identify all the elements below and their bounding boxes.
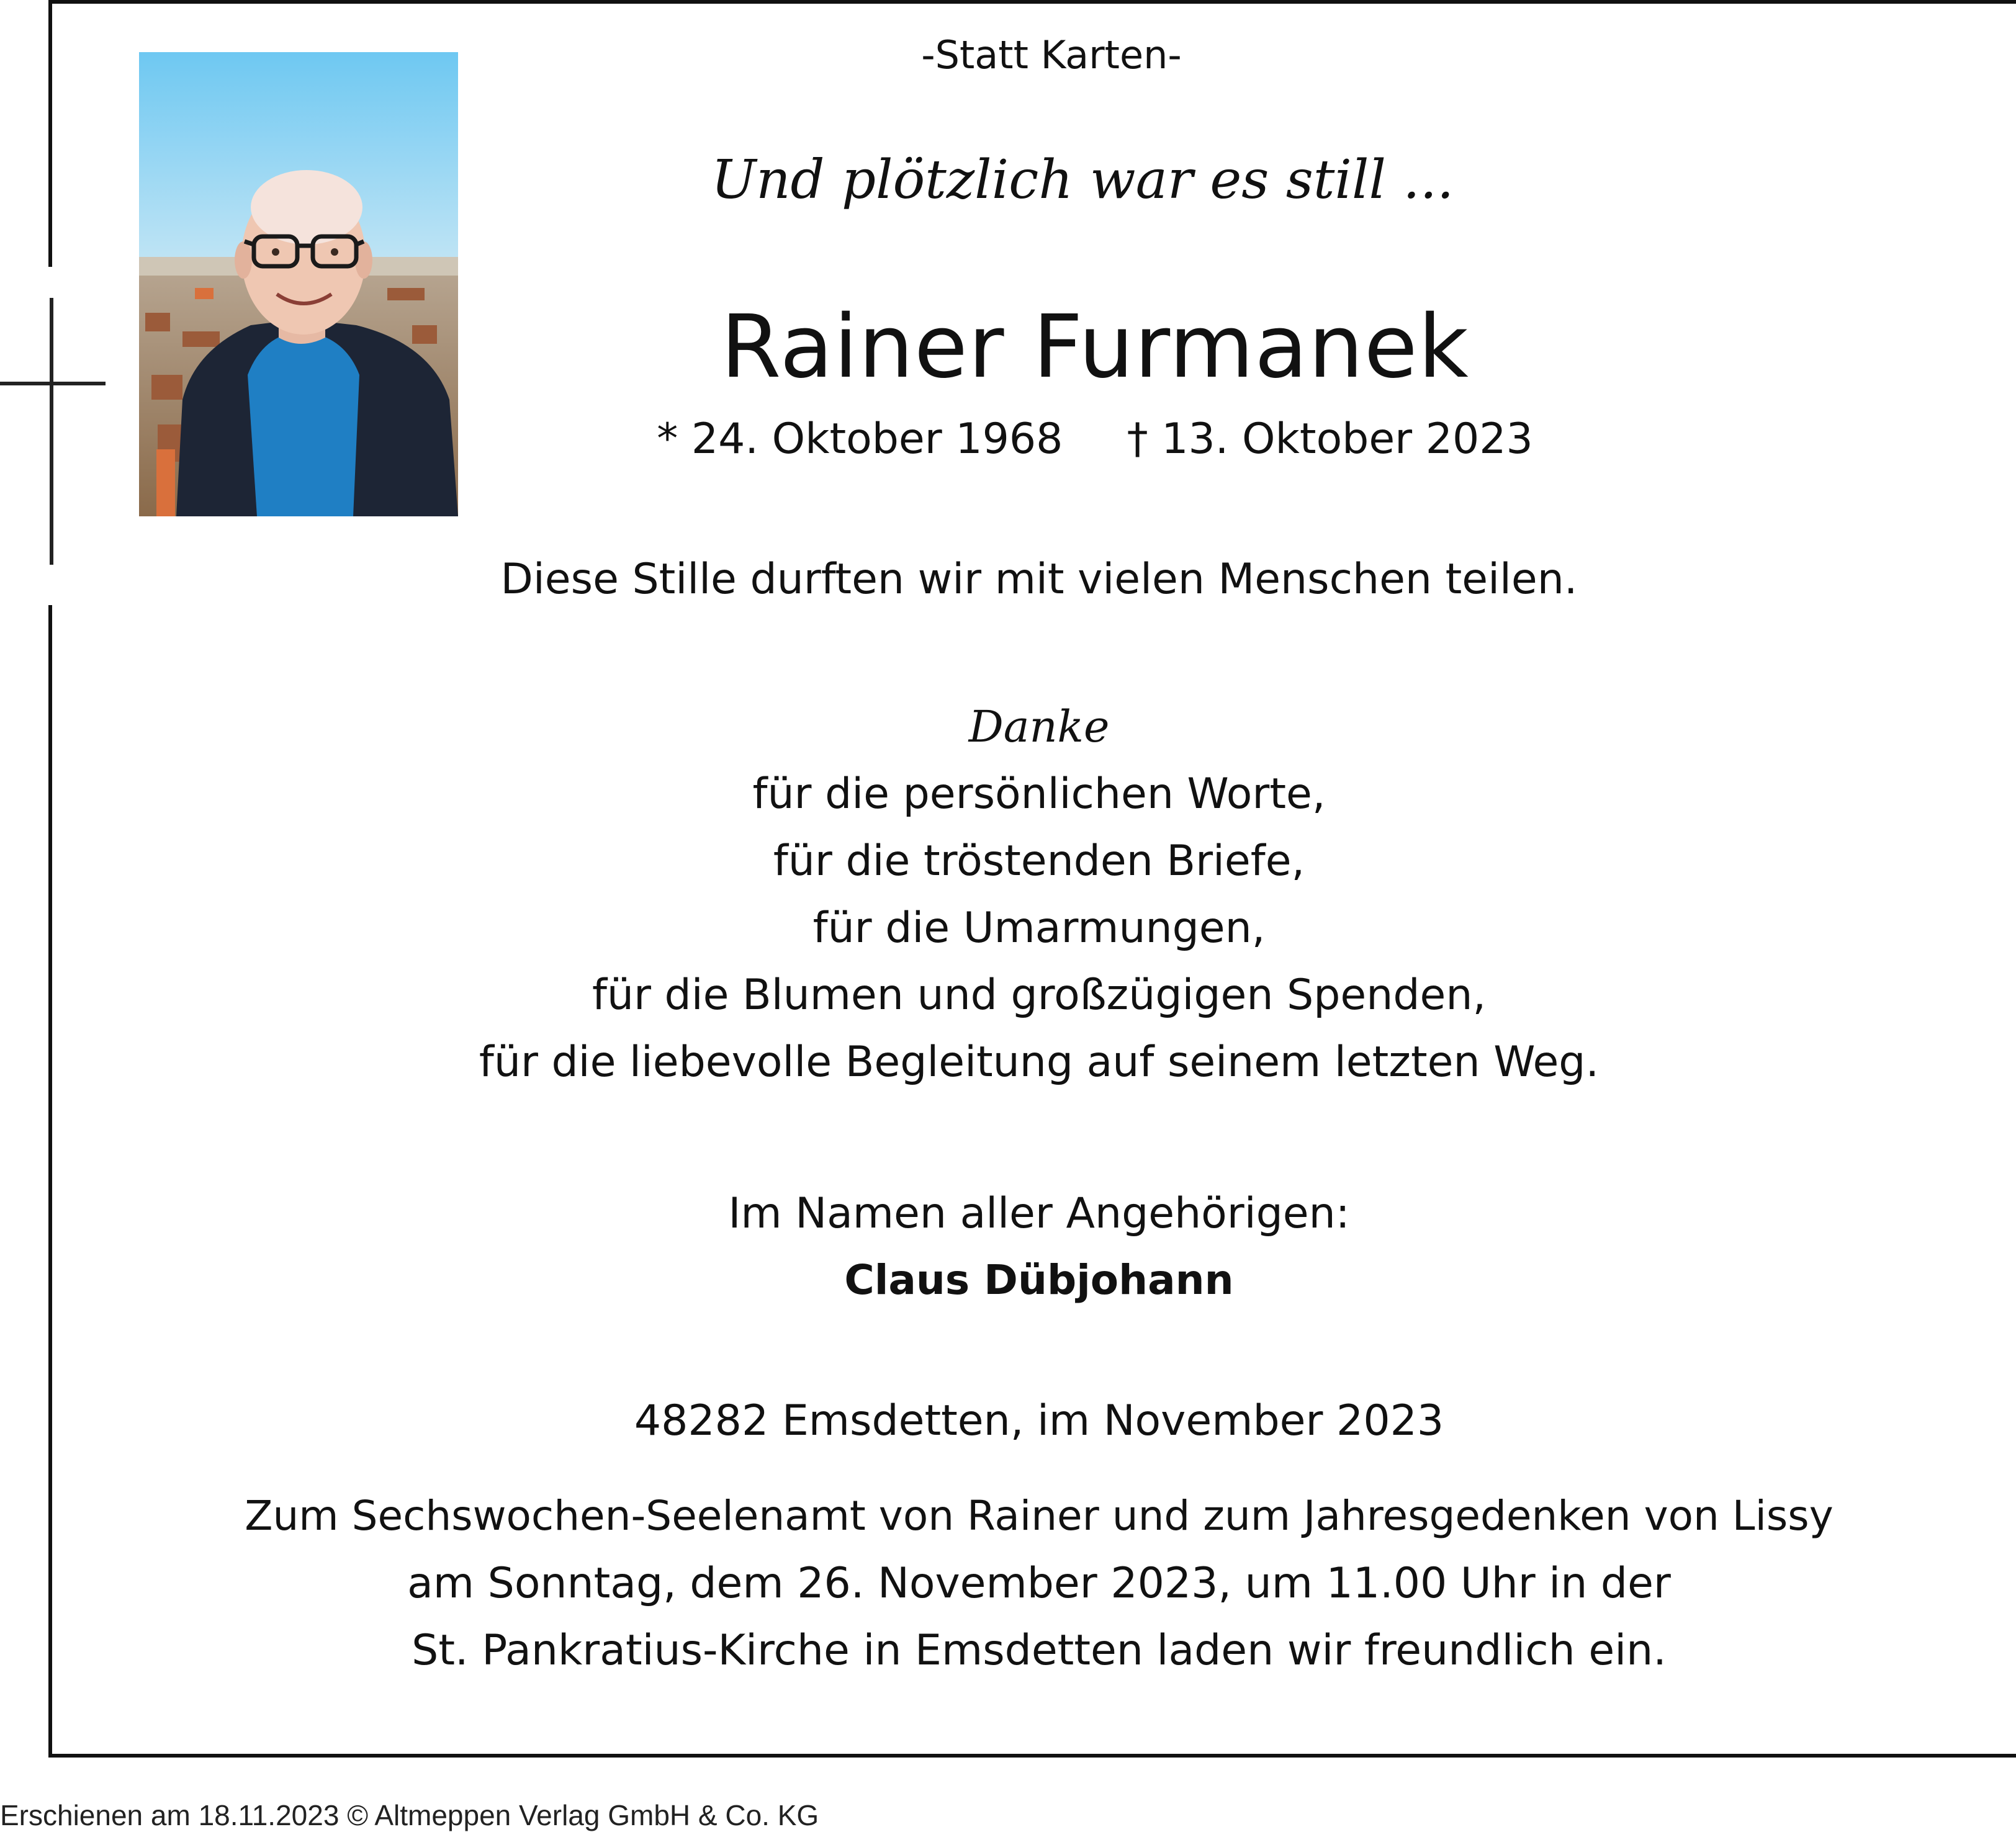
thanks-line: für die persönlichen Worte, xyxy=(752,770,1326,819)
thanks-line: für die Umarmungen, xyxy=(812,904,1266,953)
quote: Und plötzlich war es still ... xyxy=(711,149,1454,211)
place-date: 48282 Emsdetten, im November 2023 xyxy=(634,1396,1444,1445)
thanks-line: für die Blumen und großzügigen Spenden, xyxy=(592,971,1487,1020)
service-line: am Sonntag, dem 26. November 2023, um 11.00 Uhr in der xyxy=(407,1559,1671,1608)
thanks-line: für die liebevolle Begleitung auf seinem letzten Weg. xyxy=(479,1038,1600,1087)
service-line: Zum Sechswochen-Seelenamt von Rainer und zum Jahresgedenken von Lissy xyxy=(245,1492,1834,1540)
publication-footer: Erschienen am 18.11.2023 © Altmeppen Verlag GmbH & Co. KG xyxy=(0,1799,819,1831)
deceased-name: Rainer Furmanek xyxy=(721,297,1469,398)
life-dates xyxy=(87,415,2016,464)
intro-text: Diese Stille durften wir mit vielen Menschen teilen. xyxy=(500,555,1578,604)
signer-name: Claus Dübjohann xyxy=(844,1256,1234,1304)
death-date: † 13. Oktober 2023 xyxy=(1127,415,1533,464)
birth-date: * 24. Oktober 1968 xyxy=(657,415,1063,464)
thanks-heading: Danke xyxy=(968,701,1110,752)
service-line: St. Pankratius-Kirche in Emsdetten laden wir freundlich ein. xyxy=(412,1626,1667,1675)
header-note: -Statt Karten- xyxy=(921,32,1182,78)
thanks-line: für die tröstenden Briefe, xyxy=(773,837,1305,886)
cross-icon xyxy=(50,298,53,565)
family-label: Im Namen aller Angehörigen: xyxy=(728,1189,1350,1238)
